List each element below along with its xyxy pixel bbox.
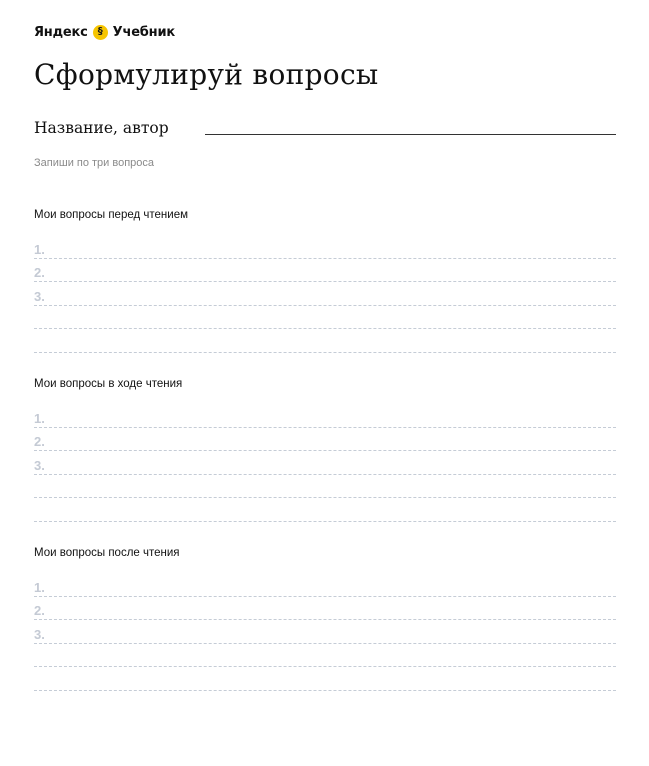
answer-line-4[interactable] <box>34 644 616 668</box>
answer-line-4[interactable] <box>34 306 616 330</box>
answer-line-3[interactable] <box>34 451 616 475</box>
page-title: Сформулируй вопросы <box>34 58 379 91</box>
answer-lines <box>34 573 616 691</box>
brand-coin-icon: § <box>93 25 108 40</box>
answer-line-1[interactable] <box>34 404 616 428</box>
line-number: 2. <box>34 603 45 619</box>
section-before-reading <box>34 207 616 353</box>
answer-line-1[interactable] <box>34 573 616 597</box>
author-input-line[interactable] <box>205 134 616 135</box>
answer-line-2[interactable] <box>34 597 616 621</box>
brand-name-yandex: Яндекс <box>34 24 88 40</box>
answer-lines <box>34 404 616 522</box>
section-after-reading <box>34 545 616 691</box>
author-label: Название, автор <box>34 119 169 137</box>
brand-logo <box>34 23 175 41</box>
section-title: Мои вопросы в ходе чтения <box>34 378 183 390</box>
line-number: 1. <box>34 579 45 595</box>
answer-line-2[interactable] <box>34 428 616 452</box>
line-number: 3. <box>34 457 45 473</box>
instruction-text: Запиши по три вопроса <box>34 157 155 169</box>
answer-line-1[interactable] <box>34 235 616 259</box>
line-number: 2. <box>34 434 45 450</box>
answer-line-4[interactable] <box>34 475 616 499</box>
line-number: 3. <box>34 288 45 304</box>
section-title: Мои вопросы после чтения <box>34 547 180 559</box>
section-during-reading <box>34 376 616 522</box>
line-number: 1. <box>34 410 45 426</box>
section-title: Мои вопросы перед чтением <box>34 209 188 221</box>
answer-line-3[interactable] <box>34 282 616 306</box>
answer-lines <box>34 235 616 353</box>
brand-name-uchebnik: Учебник <box>112 24 175 40</box>
answer-line-5[interactable] <box>34 667 616 691</box>
answer-line-5[interactable] <box>34 329 616 353</box>
answer-line-3[interactable] <box>34 620 616 644</box>
answer-line-5[interactable] <box>34 498 616 522</box>
answer-line-2[interactable] <box>34 259 616 283</box>
line-number: 1. <box>34 241 45 257</box>
line-number: 3. <box>34 626 45 642</box>
line-number: 2. <box>34 265 45 281</box>
